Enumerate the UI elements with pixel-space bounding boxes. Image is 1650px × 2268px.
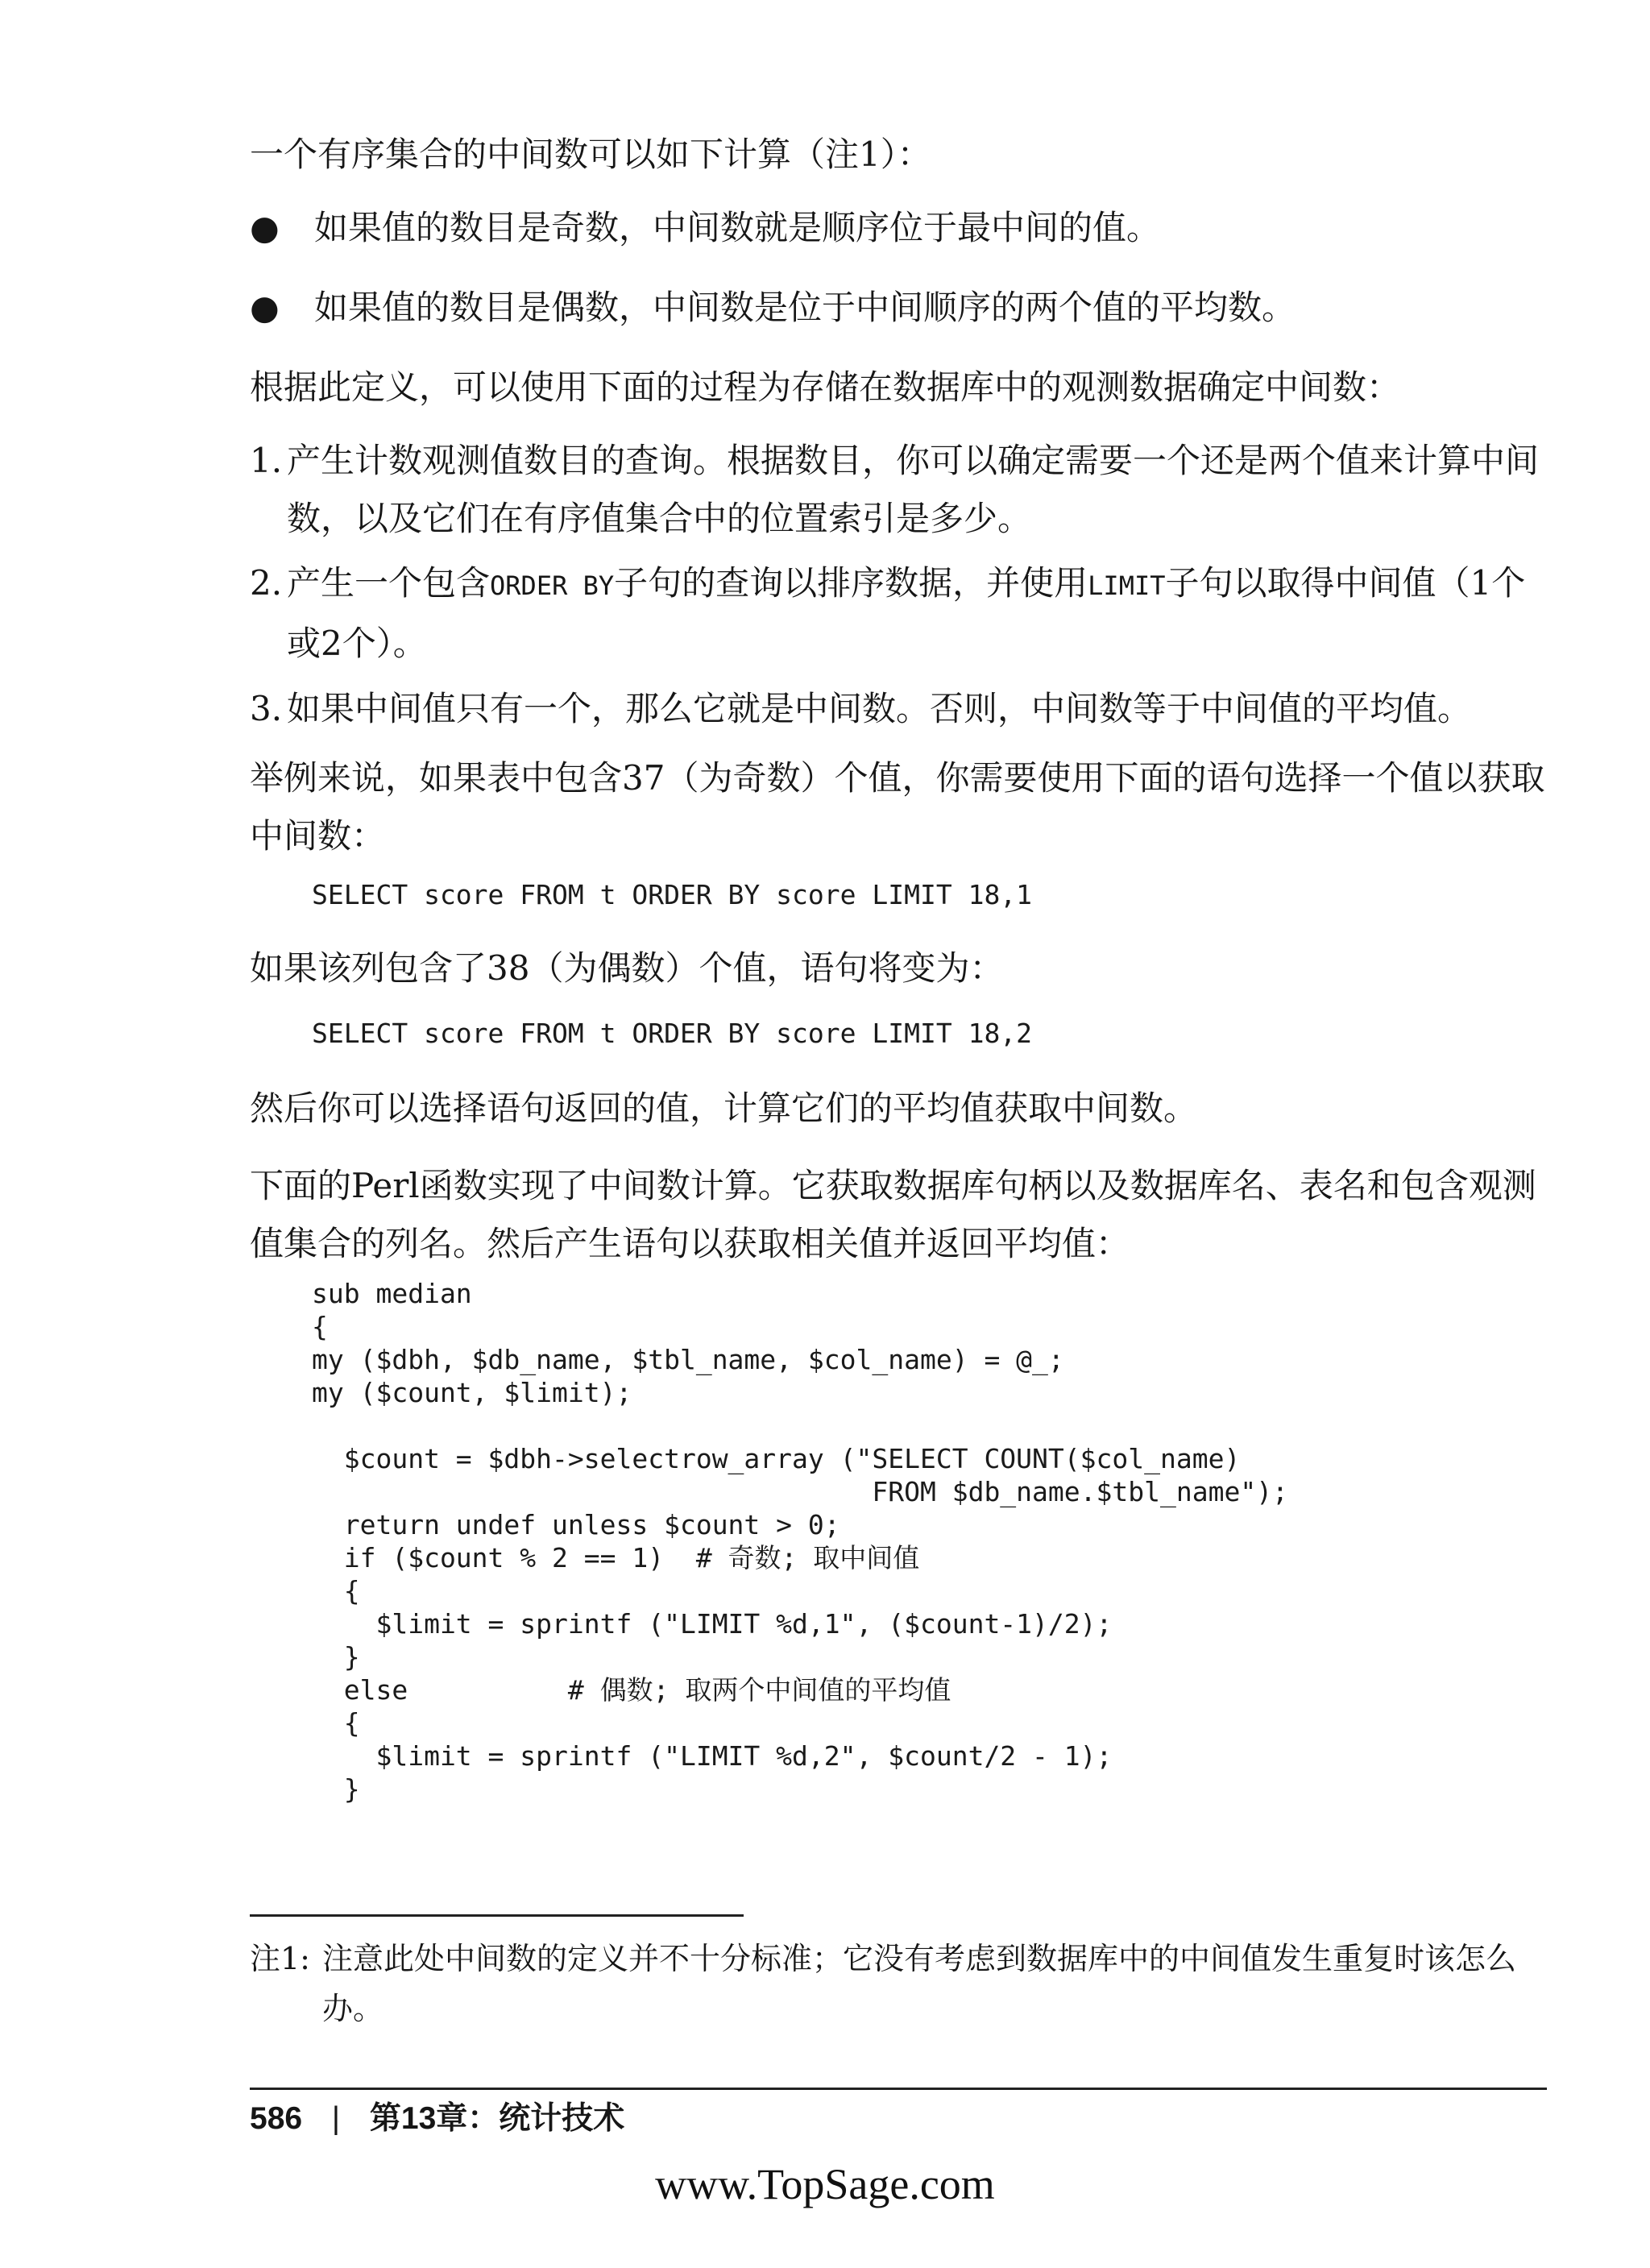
perl-code-block: sub median { my ($dbh, $db_name, $tbl_name, $col_name) = @_; my ($count, $limit); $count = $dbh->selectrow_array ("SELECT COUNT($col_name) FROM $db_name.$tbl_name"); return undef unless $count > 0; if ($count % 2 == 1) # 奇数; 取中间值 { $limit = sprintf ("LIMIT %d,1", ($count-1)/2); } else # 偶数; 取两个中间值的平均值 { $limit = sprintf ("LIMIT %d,2", $count/2 - 1); } xyxy=(312,1278,1288,1805)
page-footer xyxy=(250,2095,624,2143)
footer-divider xyxy=(250,2088,1547,2090)
definition-paragraph: 根据此定义，可以使用下面的过程为存储在数据库中的观测数据确定中间数： xyxy=(250,367,1401,407)
footer-separator: | xyxy=(331,2101,341,2136)
sql-even-example: SELECT score FROM t ORDER BY score LIMIT 18,2 xyxy=(312,1018,1033,1049)
example-paragraph: 举例来说，如果表中包含37（为奇数）个值，你需要使用下面的语句选择一个值以获取中间数： xyxy=(250,758,1545,856)
bullet-text: 如果值的数目是奇数，中间数就是顺序位于最中间的值。 xyxy=(314,208,1161,247)
step-text: 产生一个包含ORDER BY子句的查询以排序数据，并使用LIMIT子句以取得中间值（1个或2个）。 xyxy=(287,563,1526,663)
step-text: 如果中间值只有一个，那么它就是中间数。否则，中间数等于中间值的平均值。 xyxy=(287,689,1472,728)
chapter-title: 第13章：统计技术 xyxy=(369,2101,625,2136)
footnote-divider xyxy=(250,1914,744,1917)
even-paragraph: 如果该列包含了38（为偶数）个值，语句将变为： xyxy=(250,948,1004,988)
bullet-text: 如果值的数目是偶数，中间数是位于中间顺序的两个值的平均数。 xyxy=(314,288,1296,327)
perl-intro-paragraph: 下面的Perl函数实现了中间数计算。它获取数据库句柄以及数据库名、表名和包含观测值集合的列名。然后产生语句以获取相关值并返回平均值： xyxy=(250,1166,1536,1263)
watermark-url: www.TopSage.com xyxy=(655,2160,995,2208)
page-number: 586 xyxy=(250,2101,303,2136)
step-text: 产生计数观测值数目的查询。根据数目，你可以确定需要一个还是两个值来计算中间数，以及它们在有序值集合中的位置索引是多少。 xyxy=(287,441,1540,538)
footnote-label: 注1: xyxy=(250,1941,310,1976)
intro-paragraph: 一个有序集合的中间数可以如下计算（注1）： xyxy=(250,135,931,174)
then-paragraph: 然后你可以选择语句返回的值，计算它们的平均值获取中间数。 xyxy=(250,1088,1198,1128)
inline-code-limit: LIMIT xyxy=(1088,570,1166,601)
inline-code-order-by: ORDER BY xyxy=(490,570,615,601)
step-number: 1. xyxy=(250,441,283,480)
step-number: 3. xyxy=(250,689,283,728)
step-number: 2. xyxy=(250,563,283,603)
bullet-icon: ● xyxy=(250,208,280,247)
footnote-text: 注意此处中间数的定义并不十分标准；它没有考虑到数据库中的中间值发生重复时该怎么办。 xyxy=(322,1941,1517,2026)
sql-odd-example: SELECT score FROM t ORDER BY score LIMIT 18,1 xyxy=(312,879,1033,910)
bullet-icon: ● xyxy=(250,288,280,327)
